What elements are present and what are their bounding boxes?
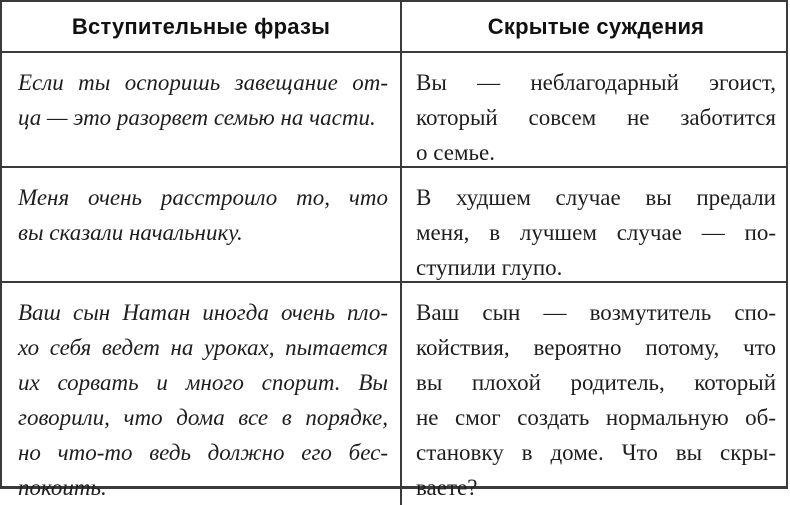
header-hidden-judgments <box>402 2 786 53</box>
text-line: но что-то ведь должно его бес- <box>18 440 388 465</box>
text-line: койствия, вероятно потому, что <box>416 335 776 360</box>
text-line: не смог создать нормальную об- <box>416 405 776 430</box>
text-line: В худшем случае вы предали <box>416 185 776 210</box>
table-row-1-hidden-judgment <box>402 53 786 168</box>
text-line: Вы — неблагодарный эгоист, <box>416 70 776 95</box>
table-row-2-hidden-judgment <box>402 168 786 283</box>
text-line: говорили, что дома все в порядке, <box>18 405 388 430</box>
text-line: ступили глупо. <box>416 255 563 280</box>
table-row-1-opening-phrase <box>2 53 402 168</box>
table-row-3-opening-phrase <box>2 283 402 505</box>
text-line: их сорвать и много спорит. Вы <box>18 370 388 395</box>
text-line: покоить. <box>18 475 107 500</box>
hidden-judgment-text <box>416 180 776 285</box>
text-line: Ваш сын Натан иногда очень пло- <box>18 300 388 325</box>
text-line: хо себя ведет на уроках, пытается <box>18 335 388 360</box>
text-line: ваете? <box>416 475 478 500</box>
table-row-3-hidden-judgment <box>402 283 786 505</box>
opening-phrase-text <box>18 295 388 505</box>
text-line: Если ты оспоришь завещание от- <box>18 70 388 95</box>
text-line: вы сказали начальнику. <box>18 220 243 245</box>
text-line: о семье. <box>416 140 495 165</box>
header-opening-phrases <box>2 2 402 53</box>
table-row-2-opening-phrase <box>2 168 402 283</box>
text-line: Ваш сын — возмутитель спо- <box>416 300 776 325</box>
header-label: Вступительные фразы <box>71 13 331 39</box>
text-line: который совсем не заботится <box>416 105 776 130</box>
opening-phrase-text <box>18 180 388 250</box>
hidden-judgment-text <box>416 65 776 170</box>
opening-phrase-text <box>18 65 388 135</box>
hidden-judgment-text <box>416 295 776 505</box>
header-label: Скрытые суждения <box>487 13 705 39</box>
text-line: меня, в лучшем случае — по- <box>416 220 776 245</box>
text-line: вы плохой родитель, который <box>416 370 776 395</box>
text-line: Меня очень расстроило то, что <box>18 185 388 210</box>
text-line: ца — это разорвет семью на части. <box>18 105 376 130</box>
text-line: становку в доме. Что вы скры- <box>416 440 776 465</box>
